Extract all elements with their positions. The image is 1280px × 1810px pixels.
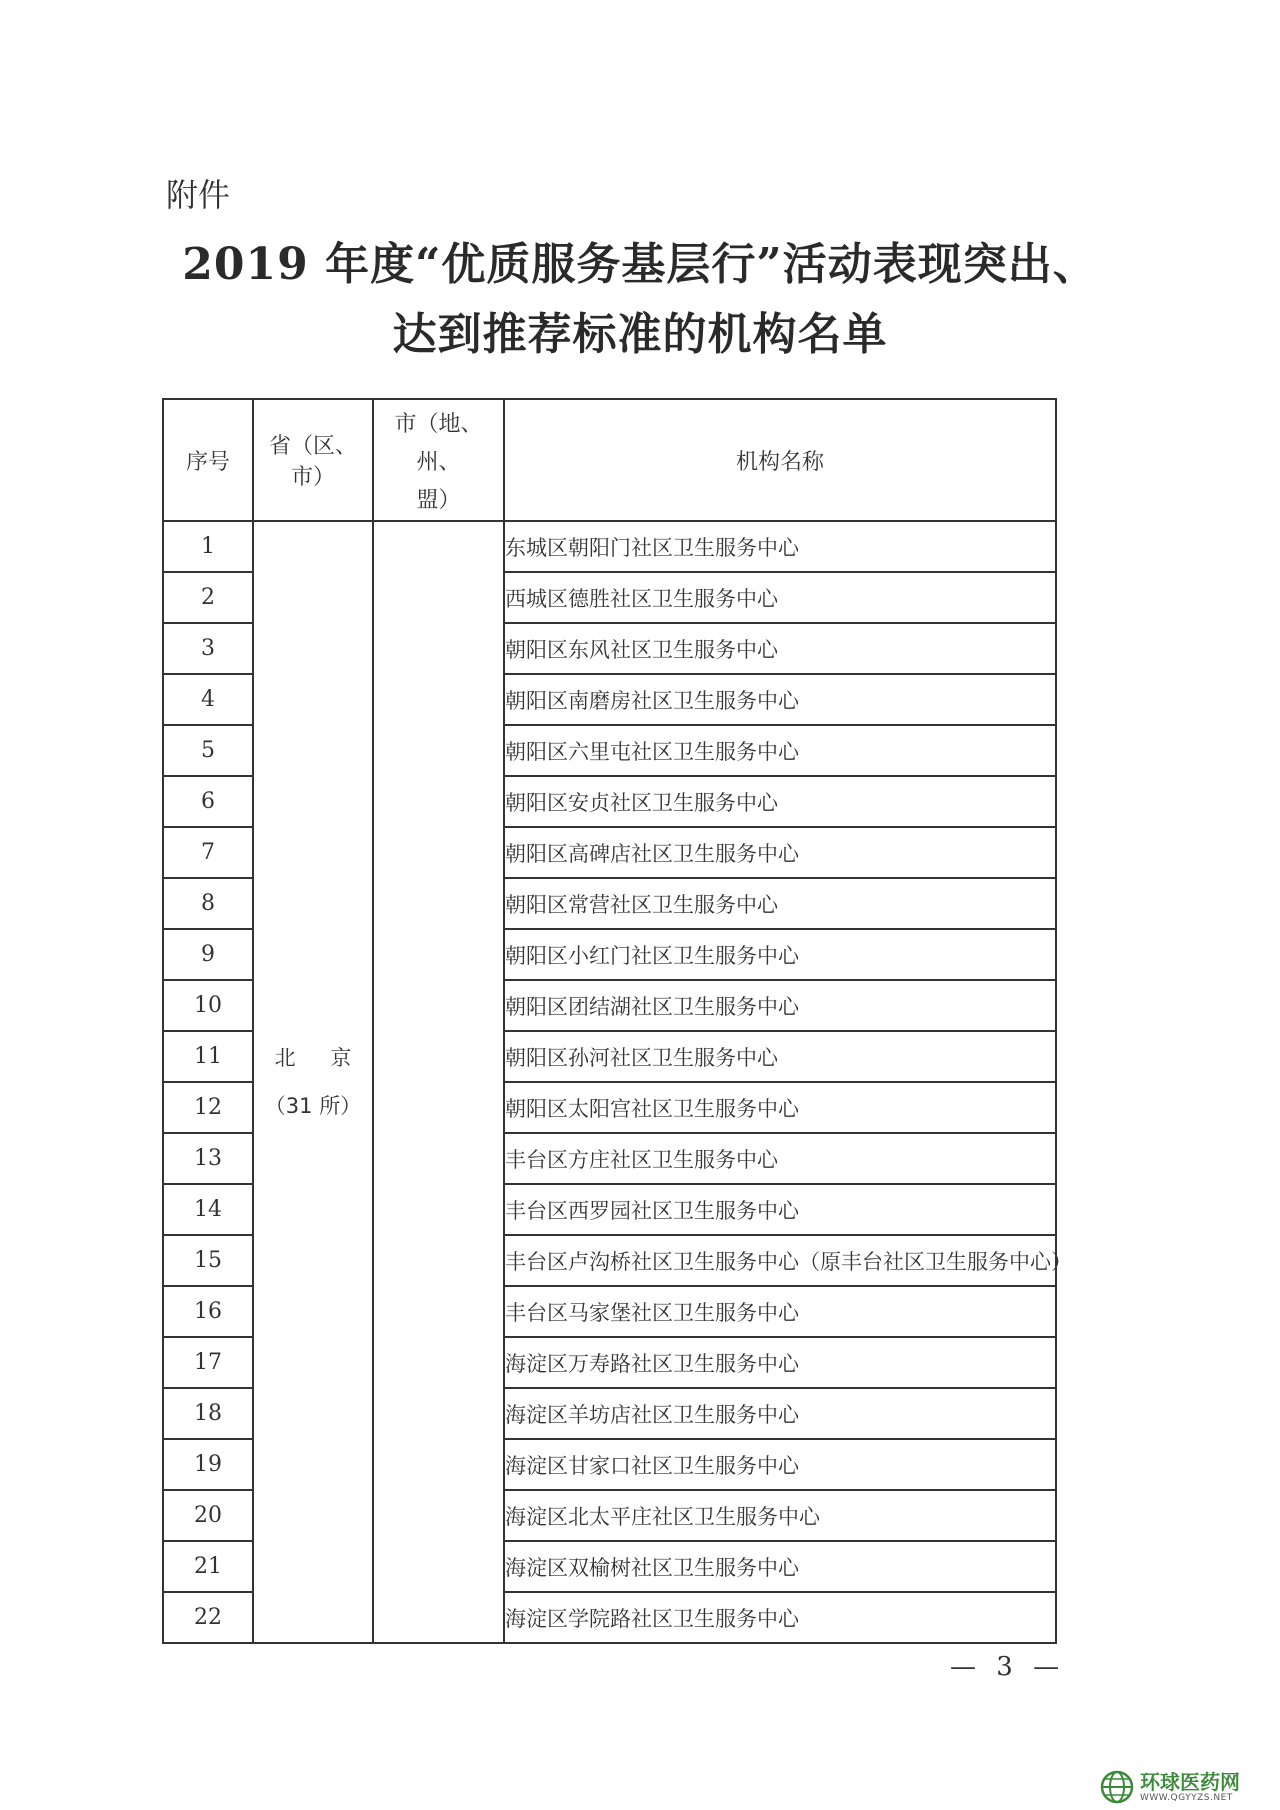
row-seq: 19 [163,1439,253,1490]
row-seq: 6 [163,776,253,827]
row-seq: 4 [163,674,253,725]
row-seq: 10 [163,980,253,1031]
watermark-url: WWW.QGYYZS.NET [1140,1792,1233,1803]
row-seq: 20 [163,1490,253,1541]
row-seq: 2 [163,572,253,623]
row-institution-name: 朝阳区高碑店社区卫生服务中心 [504,827,1056,878]
row-institution-name: 丰台区方庄社区卫生服务中心 [504,1133,1056,1184]
row-seq: 18 [163,1388,253,1439]
province-count: （31 所） [264,1094,362,1118]
row-seq: 21 [163,1541,253,1592]
row-institution-name: 朝阳区孙河社区卫生服务中心 [504,1031,1056,1082]
watermark-name: 环球医药网 [1140,1769,1240,1794]
row-institution-name: 海淀区北太平庄社区卫生服务中心 [504,1490,1056,1541]
row-seq: 16 [163,1286,253,1337]
row-seq: 8 [163,878,253,929]
row-seq: 12 [163,1082,253,1133]
row-seq: 3 [163,623,253,674]
row-institution-name: 丰台区马家堡社区卫生服务中心 [504,1286,1056,1337]
row-institution-name: 海淀区甘家口社区卫生服务中心 [504,1439,1056,1490]
row-institution-name: 海淀区万寿路社区卫生服务中心 [504,1337,1056,1388]
row-institution-name: 丰台区西罗园社区卫生服务中心 [504,1184,1056,1235]
watermark [1100,1770,1240,1804]
row-seq: 15 [163,1235,253,1286]
province-name: 北 京 [274,1046,366,1070]
header-seq: 序号 [163,399,253,521]
row-seq: 1 [163,521,253,572]
row-institution-name: 朝阳区小红门社区卫生服务中心 [504,929,1056,980]
institution-table [162,398,1072,1644]
row-institution-name: 海淀区羊坊店社区卫生服务中心 [504,1388,1056,1439]
row-seq: 22 [163,1592,253,1643]
row-seq: 9 [163,929,253,980]
page-number: — 3 — [950,1652,1066,1682]
header-city [373,399,504,521]
header-institution-name: 机构名称 [504,399,1056,521]
row-seq: 13 [163,1133,253,1184]
row-institution-name: 朝阳区太阳宫社区卫生服务中心 [504,1082,1056,1133]
header-city-line-2: 盟） [416,488,461,513]
row-seq: 14 [163,1184,253,1235]
row-seq: 5 [163,725,253,776]
row-institution-name: 东城区朝阳门社区卫生服务中心 [504,521,1056,572]
table-body [163,521,1072,1643]
row-institution-name: 朝阳区团结湖社区卫生服务中心 [504,980,1056,1031]
table-header-row [163,399,1056,521]
row-institution-name: 朝阳区南磨房社区卫生服务中心 [504,674,1056,725]
document-title-line-1: 2019 年度“优质服务基层行”活动表现突出、 [182,239,1098,290]
city-cell [373,521,504,1643]
row-institution-name: 海淀区学院路社区卫生服务中心 [504,1592,1056,1643]
row-seq: 17 [163,1337,253,1388]
header-city-line-1: 市（地、州、 [394,412,483,475]
row-institution-name: 朝阳区常营社区卫生服务中心 [504,878,1056,929]
province-cell [253,521,373,1643]
row-seq: 7 [163,827,253,878]
row-institution-name: 丰台区卢沟桥社区卫生服务中心（原丰台社区卫生服务中心） [504,1235,1056,1286]
row-institution-name: 西城区德胜社区卫生服务中心 [504,572,1056,623]
table-row [163,521,1056,572]
header-province: 省（区、市） [253,399,373,521]
attachment-label: 附件 [166,176,231,214]
row-institution-name: 海淀区双榆树社区卫生服务中心 [504,1541,1056,1592]
row-seq: 11 [163,1031,253,1082]
row-institution-name: 朝阳区东风社区卫生服务中心 [504,623,1056,674]
row-institution-name: 朝阳区安贞社区卫生服务中心 [504,776,1056,827]
row-institution-name: 朝阳区六里屯社区卫生服务中心 [504,725,1056,776]
document-title-line-2: 达到推荐标准的机构名单 [392,309,888,360]
globe-logo-icon [1100,1770,1134,1804]
